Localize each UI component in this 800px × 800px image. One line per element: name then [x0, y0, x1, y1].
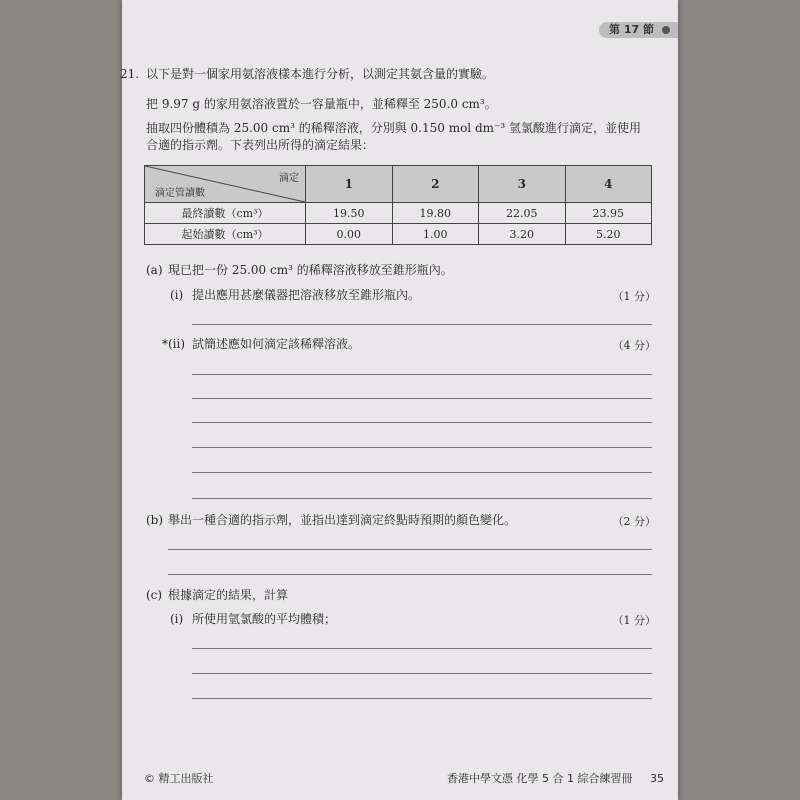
question-intro: 以下是對一個家用氨溶液樣本進行分析，以測定其氨含量的實驗。 — [146, 67, 495, 81]
table-cell: 23.95 — [565, 203, 652, 224]
answer-line[interactable] — [192, 673, 652, 674]
table-cell: 19.80 — [392, 203, 479, 224]
answer-line[interactable] — [192, 472, 652, 473]
section-tag — [599, 22, 678, 38]
book-title: 香港中學文憑 化學 5 合 1 綜合練習冊 — [447, 772, 633, 785]
part-c-i-label: (i) — [170, 612, 184, 626]
part-a-ii-text: 試簡述應如何滴定該稀釋溶液。 — [192, 337, 361, 351]
part-a-i-label: (i) — [170, 288, 184, 302]
answer-line[interactable] — [192, 698, 652, 699]
worksheet-page — [122, 0, 678, 800]
answer-line[interactable] — [168, 574, 652, 575]
part-b-marks: （2 分） — [612, 515, 656, 528]
column-header: 3 — [479, 166, 566, 203]
part-c-i-text: 所使用氫氯酸的平均體積； — [192, 612, 337, 626]
page-number: 35 — [650, 772, 664, 785]
table-cell: 1.00 — [392, 224, 479, 245]
part-b-label: (b) — [146, 513, 164, 527]
answer-line[interactable] — [168, 549, 652, 550]
question-line3: 抽取四份體積為 25.00 cm³ 的稀釋溶液，分別與 0.150 mol dm⁻³ 氫氯酸進行滴定，並使用 — [146, 121, 641, 135]
answer-line[interactable] — [192, 648, 652, 649]
table-cell: 5.20 — [565, 224, 652, 245]
corner-label-top: 滴定 — [279, 173, 299, 184]
question-number: 21. — [120, 67, 140, 81]
column-header: 1 — [306, 166, 393, 203]
part-a-i-marks: （1 分） — [612, 290, 656, 303]
answer-line[interactable] — [192, 498, 652, 499]
answer-line[interactable] — [192, 422, 652, 423]
answer-line[interactable] — [192, 447, 652, 448]
question-line2: 把 9.97 g 的家用氨溶液置於一容量瓶中，並稀釋至 250.0 cm³。 — [146, 97, 497, 111]
table-cell: 3.20 — [479, 224, 566, 245]
corner-label-bottom: 滴定管讀數 — [155, 188, 205, 199]
table-row — [145, 203, 652, 224]
part-c-label: (c) — [146, 588, 163, 602]
section-label: 第 17 節 — [609, 23, 654, 36]
row-label: 最終讀數（cm³） — [145, 203, 306, 224]
table-row — [145, 224, 652, 245]
part-a-label: (a) — [146, 263, 163, 277]
part-a-ii-marks: （4 分） — [612, 339, 656, 352]
part-c-i-marks: （1 分） — [612, 614, 656, 627]
column-header: 2 — [392, 166, 479, 203]
table-corner-cell — [145, 166, 306, 203]
part-c-text: 根據滴定的結果，計算 — [168, 588, 289, 602]
section-dot-icon — [662, 26, 670, 34]
table-header-row — [145, 166, 652, 203]
column-header: 4 — [565, 166, 652, 203]
part-b-text: 舉出一種合適的指示劑，並指出達到滴定終點時預期的顏色變化。 — [168, 513, 517, 527]
titration-table — [144, 165, 652, 245]
footer-book-page — [447, 770, 664, 786]
part-a-i-text: 提出應用甚麼儀器把溶液移放至錐形瓶內。 — [192, 288, 421, 302]
table-cell: 22.05 — [479, 203, 566, 224]
row-label: 起始讀數（cm³） — [145, 224, 306, 245]
table-cell: 0.00 — [306, 224, 393, 245]
part-a-text: 現已把一份 25.00 cm³ 的稀釋溶液移放至錐形瓶內。 — [168, 263, 453, 277]
question-line4: 合適的指示劑。下表列出所得的滴定結果： — [146, 138, 375, 152]
part-a-ii-label: *(ii) — [162, 337, 186, 351]
publisher-credit: © 精工出版社 — [144, 772, 214, 785]
answer-line[interactable] — [192, 324, 652, 325]
table-cell: 19.50 — [306, 203, 393, 224]
answer-line[interactable] — [192, 374, 652, 375]
answer-line[interactable] — [192, 398, 652, 399]
